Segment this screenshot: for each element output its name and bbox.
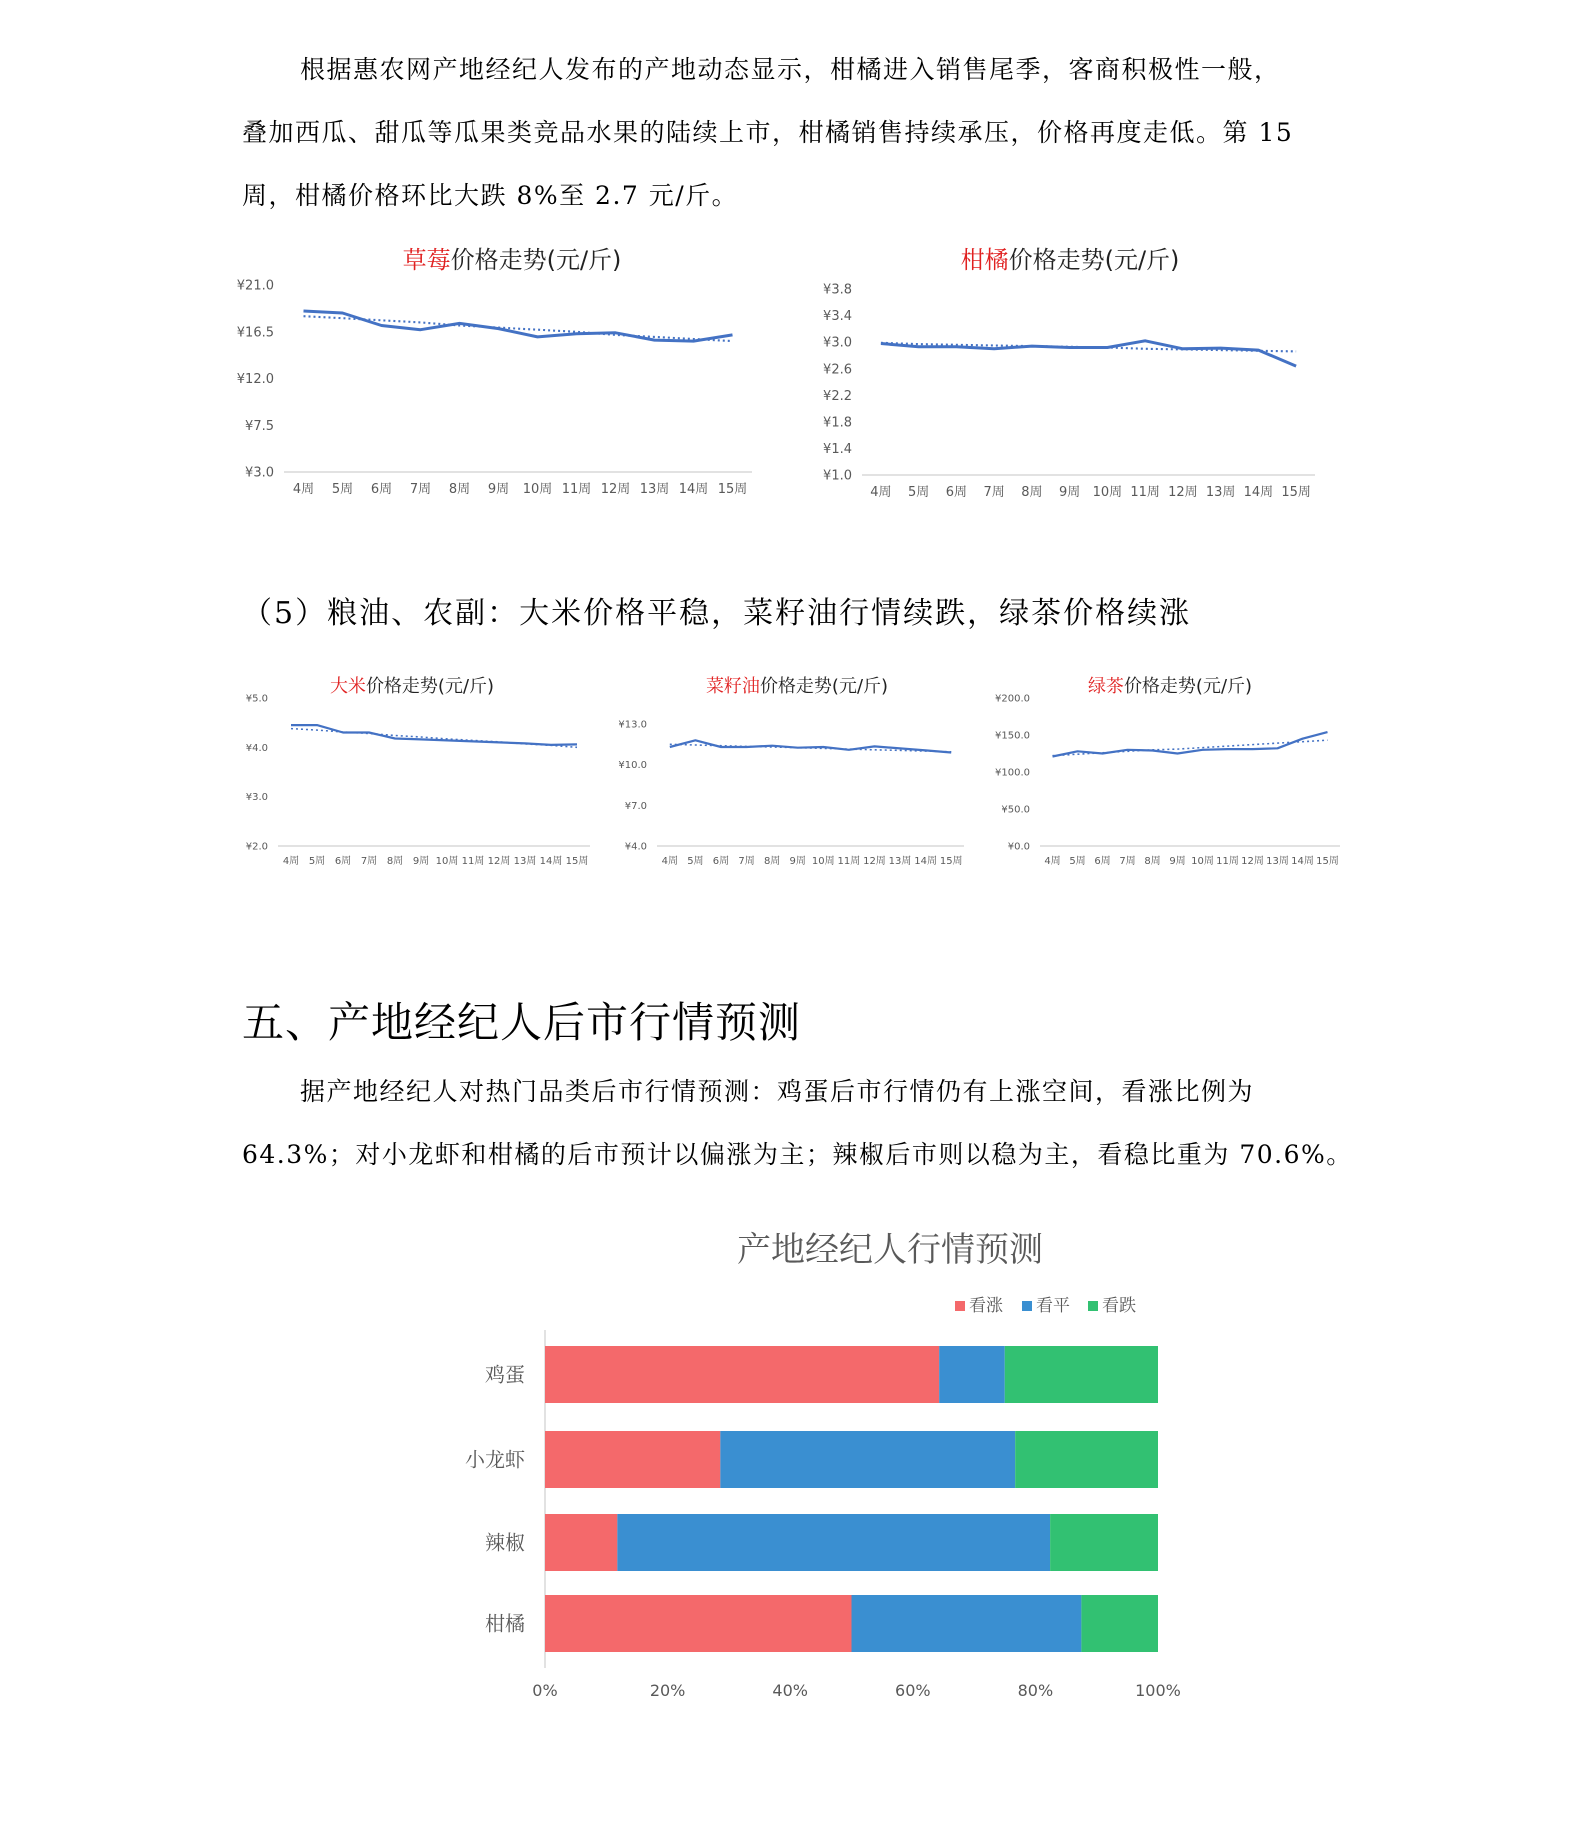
- x-tick-label: 40%: [772, 1681, 808, 1700]
- intro-paragraph: [242, 38, 1362, 227]
- category-label: 辣椒: [485, 1530, 525, 1555]
- x-tick-label: 15周: [1316, 856, 1339, 867]
- x-tick-label: 4周: [292, 482, 315, 497]
- x-tick-label: 6周: [370, 482, 393, 497]
- x-tick-label: 7周: [360, 856, 378, 867]
- y-tick-label: ¥150.0: [995, 730, 1030, 742]
- x-tick-label: 10周: [1191, 856, 1214, 867]
- x-tick-label: 13周: [639, 482, 670, 497]
- y-tick-label: ¥3.0: [245, 465, 274, 481]
- category-label: 鸡蛋: [485, 1362, 525, 1387]
- x-tick-label: 12周: [863, 856, 886, 867]
- series-line: [1053, 732, 1328, 757]
- legend-swatch: [955, 1301, 965, 1311]
- x-tick-label: 12周: [600, 482, 631, 497]
- x-tick-label: 60%: [895, 1681, 931, 1700]
- legend-label: 看跌: [1102, 1296, 1136, 1316]
- y-tick-label: ¥1.8: [823, 415, 852, 431]
- bar-segment: [617, 1514, 1050, 1571]
- x-tick-label: 10周: [435, 856, 459, 867]
- x-tick-label: 14周: [539, 856, 563, 867]
- x-tick-label: 8周: [763, 856, 781, 867]
- x-tick-label: 14周: [1243, 485, 1274, 500]
- y-tick-label: ¥2.2: [823, 388, 852, 404]
- x-tick-label: 10周: [811, 856, 835, 867]
- legend-label: 看平: [1036, 1296, 1070, 1316]
- intro-line-2: 叠加西瓜、甜瓜等瓜果类竞品水果的陆续上市，柑橘销售持续承压，价格再度走低。第 15: [242, 118, 1294, 147]
- bar-segment: [545, 1514, 617, 1571]
- x-tick-label: 15周: [1281, 485, 1311, 500]
- x-tick-label: 14周: [914, 856, 937, 867]
- y-tick-label: ¥3.0: [245, 792, 268, 804]
- x-tick-label: 4周: [661, 856, 678, 867]
- x-tick-label: 6周: [1094, 856, 1111, 867]
- x-tick-label: 5周: [308, 856, 326, 867]
- x-tick-label: 100%: [1135, 1681, 1181, 1700]
- y-tick-label: ¥10.0: [618, 760, 647, 772]
- y-tick-label: ¥13.0: [618, 719, 647, 731]
- y-tick-label: ¥1.0: [823, 468, 852, 484]
- section-5-heading: （5）粮油、农副：大米价格平稳，菜籽油行情续跌，绿茶价格续涨: [242, 596, 1192, 631]
- legend-swatch: [1022, 1301, 1032, 1311]
- rice-chart: [232, 670, 592, 880]
- x-tick-label: 11周: [1130, 485, 1160, 500]
- y-tick-label: ¥2.0: [245, 841, 268, 853]
- citrus-plot: [800, 240, 1340, 520]
- x-tick-label: 9周: [487, 482, 510, 497]
- x-tick-label: 13周: [1266, 856, 1289, 867]
- greentea-plot: [990, 670, 1350, 880]
- x-tick-label: 13周: [1205, 485, 1236, 500]
- x-tick-label: 9周: [1169, 856, 1186, 867]
- bar-segment: [1015, 1431, 1158, 1488]
- intro-line-1: 根据惠农网产地经纪人发布的产地动态显示，柑橘进入销售尾季，客商积极性一般，: [300, 55, 1281, 84]
- x-tick-label: 8周: [1021, 485, 1043, 500]
- x-tick-label: 6周: [334, 856, 352, 867]
- rice-chart-title: 大米价格走势(元/斤): [329, 676, 495, 697]
- x-tick-label: 7周: [409, 482, 432, 497]
- x-tick-label: 15周: [565, 856, 589, 867]
- bar-segment: [1050, 1514, 1158, 1571]
- x-tick-label: 14周: [678, 482, 709, 497]
- x-tick-label: 11周: [837, 856, 861, 867]
- x-tick-label: 8周: [386, 856, 404, 867]
- section-v-heading: 五、产地经纪人后市行情预测: [242, 998, 802, 1047]
- bar-segment: [545, 1595, 852, 1652]
- y-tick-label: ¥0.0: [1007, 841, 1030, 853]
- x-tick-label: 13周: [513, 856, 537, 867]
- category-label: 小龙虾: [465, 1447, 525, 1472]
- x-tick-label: 6周: [712, 856, 730, 867]
- forecast-chart-title: 产地经纪人行情预测: [737, 1230, 1043, 1270]
- rice-plot: [232, 670, 592, 880]
- y-tick-label: ¥3.0: [823, 335, 852, 351]
- strawberry-plot: [232, 240, 752, 520]
- x-tick-label: 12周: [487, 856, 511, 867]
- x-tick-label: 11周: [1216, 856, 1239, 867]
- y-tick-label: ¥3.8: [823, 282, 852, 298]
- bar-segment: [1081, 1595, 1158, 1652]
- y-tick-label: ¥1.4: [823, 441, 852, 457]
- x-tick-label: 4周: [1044, 856, 1061, 867]
- x-tick-label: 5周: [687, 856, 704, 867]
- x-tick-label: 4周: [282, 856, 300, 867]
- x-tick-label: 20%: [649, 1681, 686, 1700]
- x-tick-label: 8周: [1144, 856, 1161, 867]
- series-line: [881, 341, 1296, 366]
- legend-label: 看涨: [969, 1296, 1003, 1316]
- forecast-line-2: 64.3%；对小龙虾和柑橘的后市预计以偏涨为主；辣椒后市则以稳为主，看稳比重为 70.6%。: [242, 1140, 1353, 1169]
- bar-segment: [545, 1431, 720, 1488]
- series-line: [291, 725, 577, 745]
- bar-segment: [1005, 1346, 1158, 1403]
- y-tick-label: ¥5.0: [245, 693, 268, 705]
- forecast-chart: [440, 1210, 1220, 1710]
- x-tick-label: 4周: [870, 485, 892, 500]
- y-tick-label: ¥50.0: [1001, 804, 1030, 816]
- x-tick-label: 12周: [1241, 856, 1264, 867]
- strawberry-chart: [232, 240, 752, 520]
- y-tick-label: ¥4.0: [245, 742, 268, 754]
- x-tick-label: 5周: [331, 482, 354, 497]
- bar-segment: [939, 1346, 1005, 1403]
- greentea-chart: [990, 670, 1350, 880]
- legend-swatch: [1088, 1301, 1098, 1311]
- forecast-paragraph: [242, 1060, 1362, 1186]
- x-tick-label: 11周: [561, 482, 592, 497]
- x-tick-label: 9周: [412, 856, 430, 867]
- forecast-line-1: 据产地经纪人对热门品类后市行情预测：鸡蛋后市行情仍有上涨空间，看涨比例为: [300, 1077, 1255, 1106]
- y-tick-label: ¥2.6: [823, 362, 852, 378]
- bar-segment: [545, 1346, 939, 1403]
- x-tick-label: 6周: [945, 485, 968, 500]
- x-tick-label: 10周: [522, 482, 553, 497]
- x-tick-label: 7周: [738, 856, 755, 867]
- y-tick-label: ¥21.0: [236, 278, 274, 294]
- x-tick-label: 12周: [1168, 485, 1198, 500]
- x-tick-label: 13周: [888, 856, 912, 867]
- rapeseed-plot: [612, 670, 982, 880]
- y-tick-label: ¥4.0: [624, 841, 647, 853]
- rapeseed-chart: [612, 670, 982, 880]
- x-tick-label: 8周: [448, 482, 471, 497]
- x-tick-label: 14周: [1291, 856, 1314, 867]
- y-tick-label: ¥3.4: [823, 309, 852, 325]
- x-tick-label: 5周: [907, 485, 930, 500]
- x-tick-label: 9周: [1058, 485, 1081, 500]
- x-tick-label: 5周: [1069, 856, 1086, 867]
- y-tick-label: ¥7.0: [624, 800, 647, 812]
- category-label: 柑橘: [485, 1611, 525, 1636]
- x-tick-label: 15周: [717, 482, 748, 497]
- x-tick-label: 7周: [1119, 856, 1136, 867]
- strawberry-chart-title: 草莓价格走势(元/斤): [402, 246, 622, 274]
- citrus-chart-title: 柑橘价格走势(元/斤): [960, 246, 1180, 274]
- x-tick-label: 0%: [532, 1681, 558, 1700]
- x-tick-label: 7周: [983, 485, 1005, 500]
- y-tick-label: ¥12.0: [236, 372, 274, 388]
- forecast-plot: [440, 1210, 1220, 1710]
- greentea-chart-title: 绿茶价格走势(元/斤): [1087, 676, 1253, 697]
- x-tick-label: 11周: [461, 856, 485, 867]
- x-tick-label: 80%: [1017, 1681, 1054, 1700]
- bar-segment: [852, 1595, 1082, 1652]
- bar-segment: [720, 1431, 1015, 1488]
- citrus-chart: [800, 240, 1340, 520]
- y-tick-label: ¥100.0: [995, 767, 1030, 779]
- series-line: [670, 740, 951, 752]
- x-tick-label: 10周: [1092, 485, 1123, 500]
- x-tick-label: 15周: [939, 856, 963, 867]
- y-tick-label: ¥200.0: [995, 693, 1030, 705]
- rapeseed-chart-title: 菜籽油价格走势(元/斤): [705, 676, 889, 697]
- y-tick-label: ¥16.5: [236, 325, 274, 341]
- x-tick-label: 9周: [789, 856, 806, 867]
- intro-line-3: 周，柑橘价格环比大跌 8%至 2.7 元/斤。: [242, 181, 739, 210]
- y-tick-label: ¥7.5: [245, 418, 274, 434]
